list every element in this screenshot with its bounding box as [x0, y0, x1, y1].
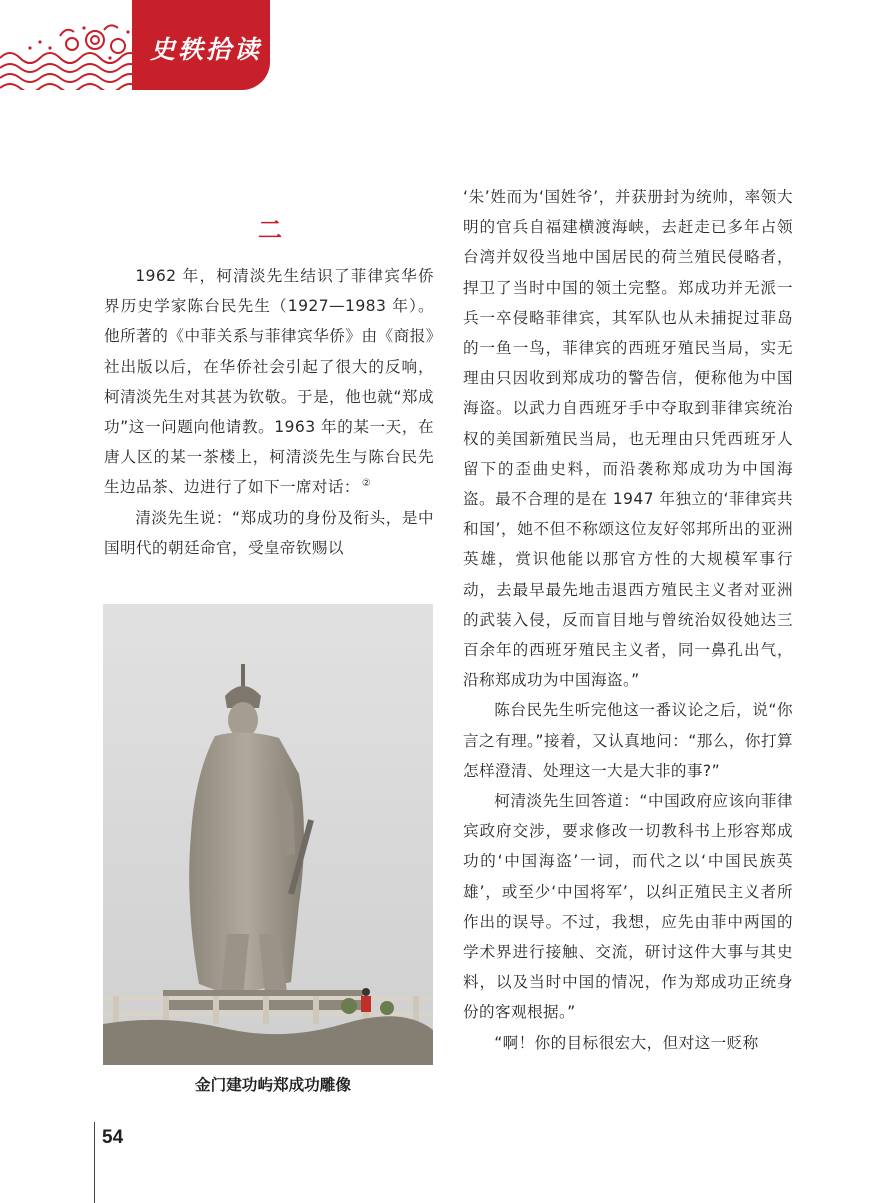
paragraph-text: 1962 年，柯清淡先生结识了菲律宾华侨界历史学家陈台民先生（1927—1983 年）。他所著的《中菲关系与菲律宾华侨》由《商报》社出版以后，在华侨社会引起了很大的反响，柯清淡先生对其甚为钦敬。于是，他也就“郑成功”这一问题向他请教。1963 年的某一天，在唐人区的某一茶楼上，柯清淡先生与陈台民先生边品茶、边进行了如下一席对话：: [104, 267, 434, 497]
header-band: [0, 0, 270, 90]
page-number: 54: [102, 1127, 124, 1148]
paragraph: 陈台民先生听完他这一番议论之后，说“你言之有理。”接着，又认真地问：“那么，你打算怎样澄清、处理这一大是大非的事?”: [463, 701, 793, 780]
statue-illustration-icon: [103, 604, 433, 1065]
paragraph: 清淡先生说：“郑成功的身份及衔头，是中国明代的朝廷命官，受皇帝钦赐以: [104, 508, 434, 557]
paragraph: “啊！你的目标很宏大，但对这一贬称: [494, 1033, 759, 1052]
footnote-marker: ②: [361, 478, 372, 490]
page-rule: [94, 1122, 95, 1203]
statue-photo: [103, 604, 433, 1065]
column-title: 史轶拾读: [150, 35, 263, 64]
photo-caption: 金门建功屿郑成功雕像: [195, 1076, 351, 1094]
right-column: [463, 182, 793, 1058]
section-number: 二: [258, 215, 282, 244]
paragraph: ‘朱’姓而为‘国姓爷’，并获册封为统帅，率领大明的官兵自福建横渡海峡，去赶走已多年占领台湾并奴役当地中国居民的荷兰殖民侵略者，捍卫了当时中国的领土完整。郑成功并无派一兵一卒侵略菲律宾，其军队也从未捕捉过菲岛的一鱼一鸟，菲律宾的西班牙殖民当局，实无理由只因收到郑成功的警告信，便称他为中国海盗。以武力自西班牙手中夺取到菲律宾统治权的美国新殖民当局，也无理由只凭西班牙人留下的歪曲史料，而沿袭称郑成功为中国海盗。最不合理的是在 1947 年独立的‘菲律宾共和国’，她不但不称颂这位友好邻邦所出的亚洲英雄，赏识他能以那官方性的大规模军事行动，去最早最先地击退西方殖民主义者对亚洲的武装入侵，反而盲目地与曾统治奴役她达三百余年的西班牙殖民主义者，同一鼻孔出气，沿称郑成功为中国海盗。”: [463, 188, 793, 690]
left-column: [104, 261, 434, 563]
paragraph: 柯清淡先生回答道：“中国政府应该向菲律宾政府交涉，要求修改一切教科书上形容郑成功的‘中国海盗’一词，而代之以‘中国民族英雄’，或至少‘中国将军’，以纠正殖民主义者所作出的误导。不过，我想，应先由菲中两国的学术界进行接触、交流，研讨这件大事与其史料，以及当时中国的情况，作为郑成功正统身份的客观根据。”: [463, 792, 793, 1022]
paragraph: [104, 261, 434, 503]
wave-pattern-icon: [0, 18, 140, 90]
